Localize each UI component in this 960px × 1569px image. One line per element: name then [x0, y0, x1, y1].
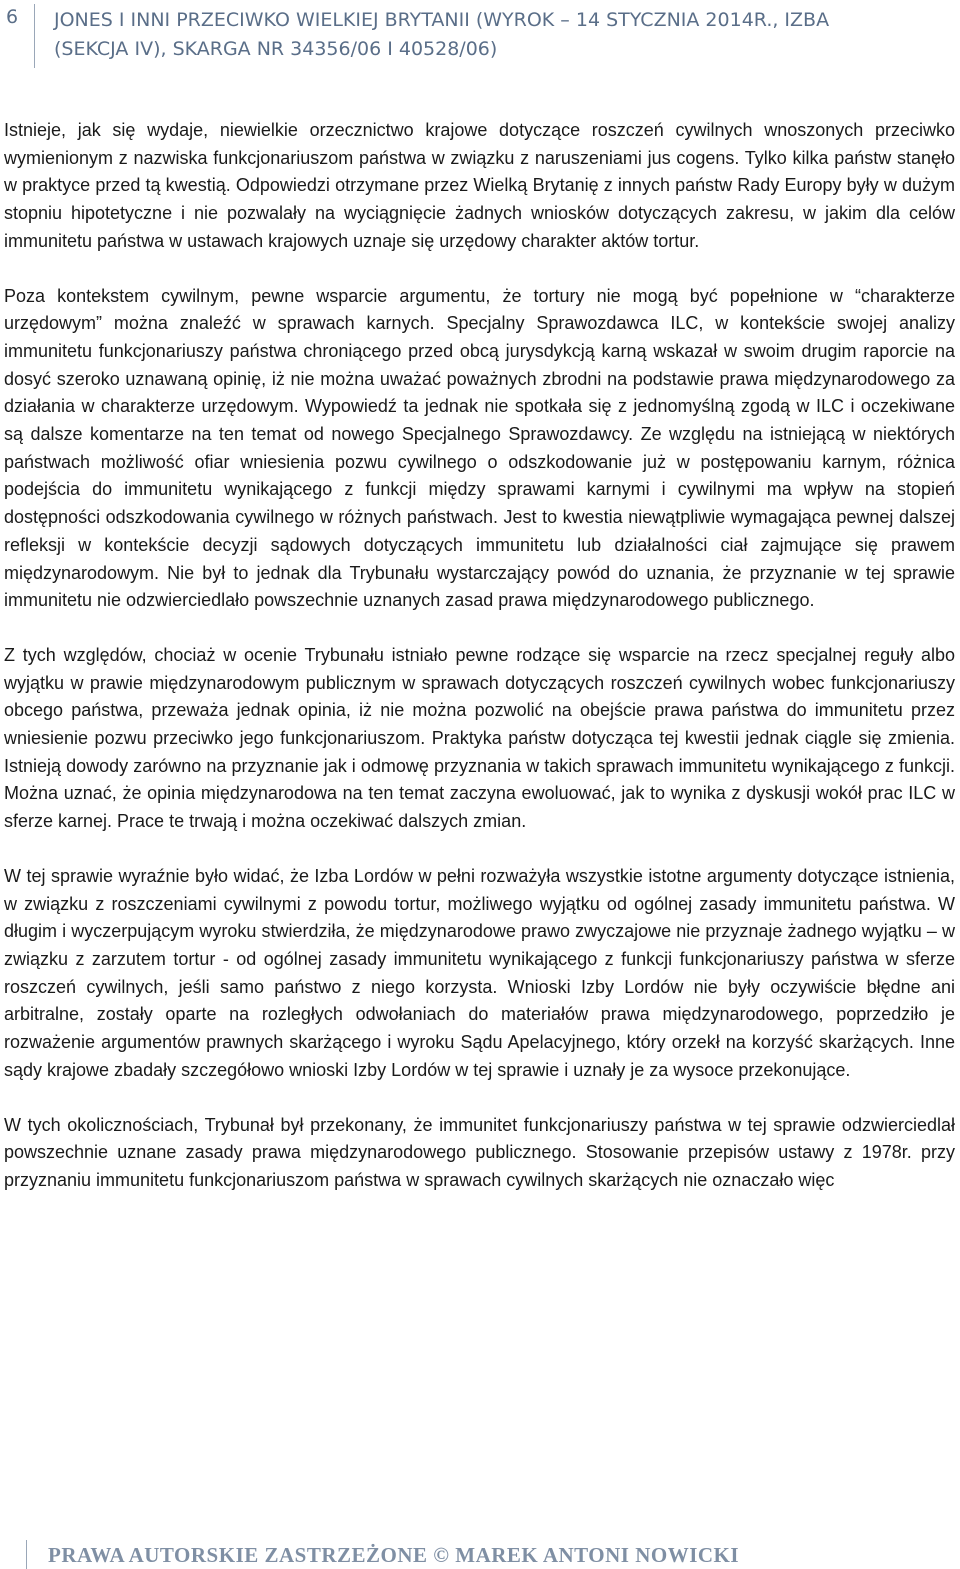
paragraph-4: W tej sprawie wyraźnie było widać, że Izba Lordów w pełni rozważyła wszystkie istotne argumenty dotyczące istnienia, w związku z roszczeniami cywilnymi z powodu tortur, możliwego wyjątku od ogólnej zasady immunitetu państwa. W długim i wyczerpującym wyroku stwierdziła, że międzynarodowe prawo zwyczajowe nie przyznaje żadnego wyjątku – w związku z zarzutem tortur - od ogólnej zasady immunitetu wynikającego z funkcji funkcjonariuszy państwa w sferze roszczeń cywilnych, jeśli samo państwo z niego korzysta. Wnioski Izby Lordów nie były oczywiście błędne ani arbitralne, zostały oparte na rozległych odwołaniach do materiałów prawa międzynarodowego, poprzedziło je rozważenie argumentów prawnych skarżącego i wyroku Sądu Apelacyjnego, który orzekł na korzyść skarżących. Inne sądy krajowe zbadały szczegółowo wnioski Izby Lordów w tej sprawie i uznały je za wysoce przekonujące.: [4, 865, 955, 1080]
page-footer: [0, 1540, 960, 1569]
copyright-notice: PRAWA AUTORSKIE ZASTRZEŻONE © MAREK ANTONI NOWICKI: [48, 1543, 740, 1567]
paragraph-3: Z tych względów, chociaż w ocenie Trybunału istniało pewne rodzące się wsparcie na rzecz specjalnej reguły albo wyjątku w prawie międzynarodowym publicznym w sprawach dotyczących roszczeń cywilnych wobec funkcjonariuszy obcego państwa, przeważa jednak opinia, iż nie można pozwolić na obejście prawa państwa do immunitetu przez wniesienie pozwu przeciwko jego funkcjonariuszom. Praktyka państw dotycząca tej kwestii jednak ciągle się zmienia. Istnieją dowody zarówno na przyznanie jak i odmowę przyznania w takich sprawach immunitetu wynikającego z funkcji. Można uznać, że opinia międzynarodowa na ten temat zaczyna ewoluować, jak to wynika z dyskusji wokół prac ILC w sferze karnej. Prace te trwają i można oczekiwać dalszych zmian.: [4, 644, 955, 832]
page-header: [6, 4, 954, 68]
paragraph-1: Istnieje, jak się wydaje, niewielkie orzecznictwo krajowe dotyczące roszczeń cywilnych wnoszonych przeciwko wymienionym z nazwiska funkcjonariuszom państwa w związku z naruszeniami jus cogens. Tylko kilka państw stanęło w praktyce przed tą kwestią. Odpowiedzi otrzymane przez Wielką Brytanię z innych państw Rady Europy były w dużym stopniu hipotetyczne i nie pozwalały na wyciągnięcie żadnych wniosków dotyczących zakresu, w jakim dla celów immunitetu państwa w ustawach krajowych uznaje się urzędowy charakter aktów tortur.: [4, 120, 955, 251]
page-number: 6: [6, 6, 19, 28]
running-title: JONES I INNI PRZECIWKO WIELKIEJ BRYTANII (WYROK – 14 STYCZNIA 2014R., IZBA (SEKCJA IV), SKARGA NR 34356/06 I 40528/06): [54, 9, 830, 60]
paragraph-5: W tych okolicznościach, Trybunał był przekonany, że immunitet funkcjonariuszy państwa w tej sprawie odzwierciedlał powszechnie uznane zasady prawa międzynarodowego publicznego. Stosowanie przepisów ustawy z 1978r. przy przyznaniu immunitetu funkcjonariuszom państwa w sprawach cywilnych skarżących nie oznaczało więc: [4, 1114, 955, 1190]
document-body: [4, 117, 955, 1222]
paragraph-2: Poza kontekstem cywilnym, pewne wsparcie argumentu, że tortury nie mogą być popełnione w “charakterze urzędowym” można znaleźć w sprawach karnych. Specjalny Sprawozdawca ILC, w kontekście swojej analizy immunitetu funkcjonariuszy państwa chroniącego przed obcą jurysdykcją karną wskazał w swoim drugim raporcie na dosyć szeroko uznawaną opinię, iż nie można uważać poważnych zbrodni na podstawie prawa międzynarodowego za działania w charakterze urzędowym. Wypowiedź ta jednak nie spotkała się z jednomyślną zgodą w ILC i oczekiwane są dalsze komentarze na ten temat od nowego Specjalnego Sprawozdawcy. Ze względu na istniejącą w niektórych państwach możliwość ofiar wniesienia pozwu cywilnego o odszkodowanie już w postępowaniu karnym, różnica podejścia do immunitetu wynikającego z funkcji między sprawami karnymi i cywilnymi ma wpływ na stopień dostępności odszkodowania cywilnego w różnych państwach. Jest to kwestia niewątpliwie wymagająca pewnej dalszej refleksji w kontekście decyzji sądowych dotyczących immunitetu lub działalności ciał zajmujące się prawem międzynarodowym. Nie był to jednak dla Trybunału wystarczający powód do uznania, że przyznanie w tej sprawie immunitetu nie odzwierciedlało powszechnie uznanych zasad prawa międzynarodowego publicznego.: [4, 285, 955, 611]
footer-divider: [26, 1540, 27, 1569]
header-divider: [34, 4, 35, 68]
